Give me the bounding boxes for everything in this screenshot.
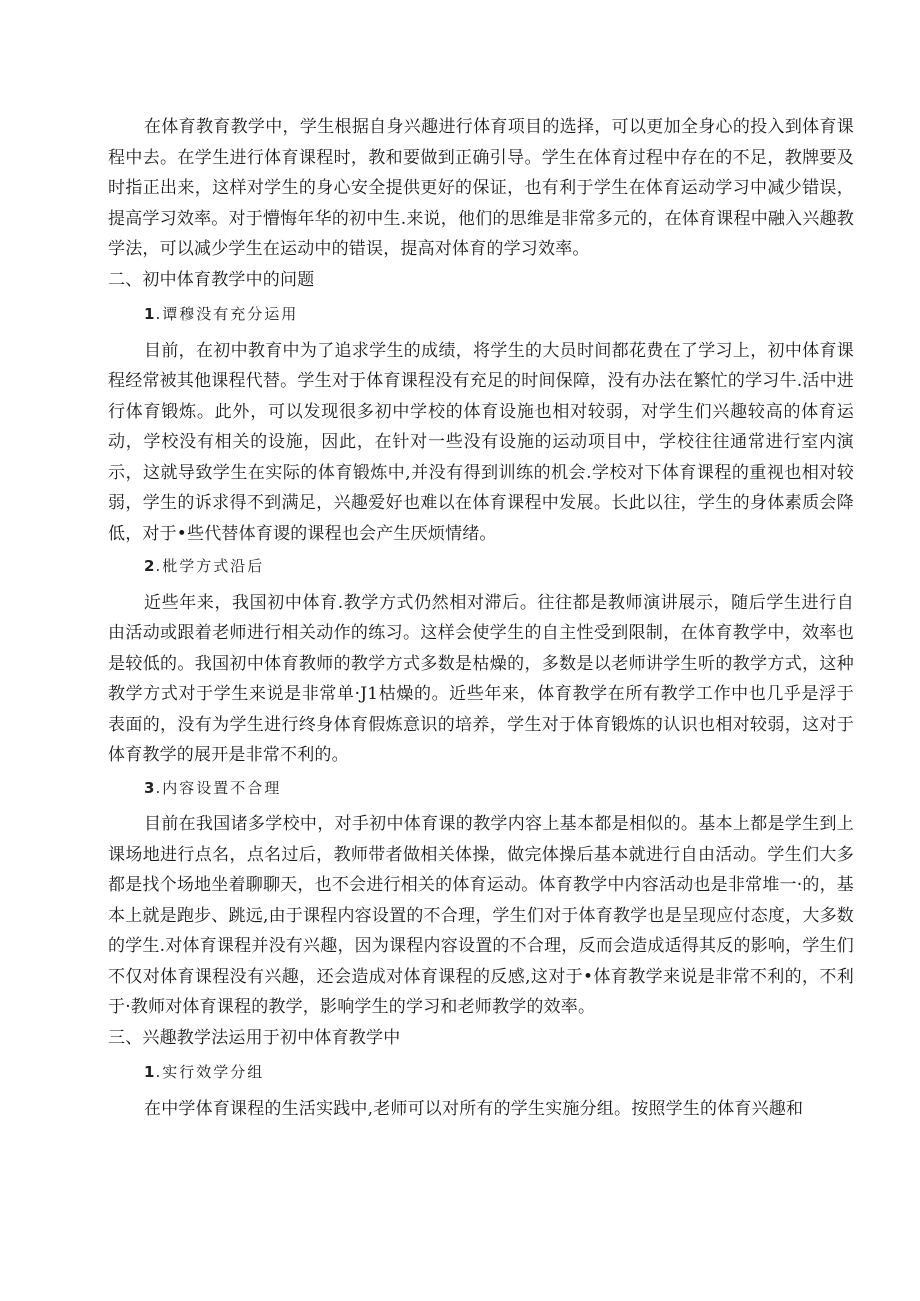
subsection-number: 3	[144, 778, 156, 797]
subsection-number: 1	[144, 1063, 156, 1081]
subsection-title: .内容设置不合理	[155, 778, 282, 797]
subsection-heading-2-3	[108, 771, 854, 810]
subsection-title: .实行效学分组	[155, 1063, 265, 1081]
subsection-heading-3-1	[108, 1055, 854, 1094]
paragraph-2-2: 近些年来，我国初中体育.教学方式仍然相对滞后。往往都是教师演讲展示，随后学生进行自由活动或跟着老师进行相关动作的练习。这样会使学生的自主性受到限制，在体育教学中，效率也是较低的。我国初中体育教师的教学方式多数是枯燥的，多数是以老师讲学生听的教学方式，这种教学方式对于学生来说是非常单·J1枯燥的。近些年来，体育教学在所有教学工作中也几乎是浮于表面的，没有为学生进行终身体育假炼意识的培养，学生对于体育锻炼的认识也相对较弱，这对于体育教学的展开是非常不利的。	[108, 592, 854, 765]
section-heading-3: 三、兴趣教学法运用于初中体育教学中	[108, 1027, 401, 1048]
paragraph-2-3: 目前在我国诸多学校中，对手初中体育课的教学内容上基本都是相似的。基本上都是学生到上课场地进行点名，点名过后，教师带者做相关体操，做完体操后基本就进行自由活动。学生们大多都是找个场地坐着聊聊天，也不会进行相关的体育运动。体育教学中内容活动也是非常堆一·的，基本上就是跑步、跳远,由于课程内容设置的不合理，学生们对于体育教学也是呈现应付态度，大多数的学生.对体育课程并没有兴趣，因为课程内容设置的不合理，反而会造成适得其反的影响，学生们不仅对体育课程没有兴趣，还会造成对体育课程的反感,这对于•体育教学来说是非常不利的，不利于·教师对体育课程的教学，影响学生的学习和老师教学的效率。	[108, 814, 854, 1017]
subsection-heading-2-1	[108, 297, 854, 336]
subsection-number: 2	[144, 557, 156, 575]
subsection-title: .枇学方式沿后	[155, 557, 265, 575]
paragraph-intro: 在体育教育教学中，学生根据自身兴趣进行体育项目的选择，可以更加全身心的投入到体育课程中去。在学生进行体育课程时，教和要做到正确引导。学生在体育过程中存在的不足，教牌要及时指正出来，这样对学生的身心安全提供更好的保证，也有利于学生在体育运动学习中减少错误，提高学习效率。对于懵悔年华的初中生.来说，他们的思维是非常多元的，在体育课程中融入兴趣教学法，可以减少学生在运动中的错误，提高对体育的学习效率。	[108, 117, 854, 259]
subsection-number: 1	[144, 305, 156, 323]
document-page	[108, 112, 854, 1124]
paragraph-3-1: 在中学体育课程的生活实践中,老师可以对所有的学生实施分组。按照学生的体育兴趣和	[144, 1098, 804, 1119]
section-heading-2: 二、初中体育教学中的问题	[108, 269, 315, 290]
subsection-title: .谭穆没有充分运用	[155, 305, 299, 323]
paragraph-2-1: 目前，在初中教育中为了追求学生的成绩，将学生的大员时间都花费在了学习上，初中体育课程经常被其他课程代替。学生对于体育课程没有充足的时间保障，没有办法在繁忙的学习牛.活中进行体育锻炼。此外，可以发现很多初中学校的体育设施也相对较弱，对学生们兴趣较高的体育运动，学校没有相关的设施，因此，在针对一些没有设施的运动项目中，学校往往通常进行室内演示，这就导致学生在实际的体育锻炼中,并没有得到训练的机会.学校对下体育课程的重视也相对较弱，学生的诉求得不到满足，兴趣爱好也难以在体育课程中发展。长此以往，学生的身体素质会降低，对于•些代替体育谡的课程也会产生厌烦情绪。	[108, 340, 854, 544]
subsection-heading-2-2	[108, 549, 854, 588]
